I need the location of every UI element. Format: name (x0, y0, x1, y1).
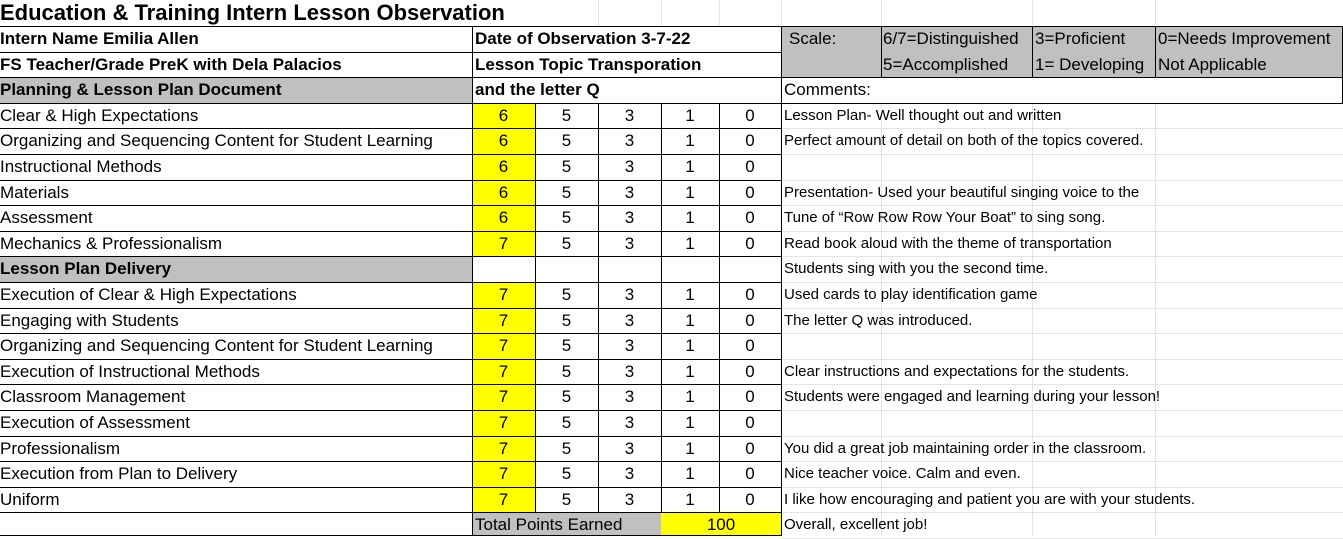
border-line (0, 436, 781, 437)
delivery-row-3-option: 3 (624, 361, 635, 381)
delivery-row-6-score[interactable]: 7 (472, 436, 535, 462)
comment-line: Overall, excellent job! (784, 516, 928, 534)
delivery-row-3-score[interactable]: 7 (472, 359, 535, 385)
comment-line: Lesson Plan- Well thought out and written (784, 106, 1062, 124)
delivery-row-8-option: 0 (745, 489, 755, 509)
border-line (0, 461, 781, 462)
section-delivery-title: Lesson Plan Delivery (0, 256, 472, 282)
comment-line: Perfect amount of detail on both of the topics covered. (784, 132, 1144, 150)
delivery-row-0-option: 0 (745, 285, 755, 304)
border-line (881, 26, 882, 77)
planning-row-3-label: Materials (0, 182, 69, 202)
delivery-row-7-option: 1 (685, 464, 695, 484)
gridline (881, 0, 882, 26)
planning-row-1-option: 0 (745, 131, 755, 151)
border-line (0, 231, 781, 232)
planning-row-5-option: 0 (745, 233, 755, 253)
lesson-topic: Lesson Topic Transporation (475, 54, 702, 74)
comment-line (781, 154, 1343, 180)
delivery-row-2-option: 1 (685, 336, 695, 356)
comment-line: Students sing with you the second time. (784, 260, 1049, 278)
comment-line: You did a great job maintaining order in the classroom. (784, 439, 1147, 457)
border-line (535, 103, 536, 512)
delivery-row-8-option: 3 (624, 489, 635, 509)
border-line (0, 77, 781, 78)
planning-row-1-option: 1 (685, 131, 695, 151)
planning-row-4-option: 3 (624, 208, 635, 228)
delivery-row-5-option: 1 (685, 413, 695, 432)
gridline (1032, 0, 1033, 26)
comment-line (781, 410, 1343, 436)
border-line (1155, 26, 1156, 77)
planning-row-2-option: 3 (624, 157, 635, 176)
planning-row-0-option: 5 (561, 105, 572, 125)
border-line (0, 128, 781, 129)
planning-row-3-score[interactable]: 6 (472, 180, 535, 206)
delivery-row-3-label: Execution of Instructional Methods (0, 361, 260, 381)
delivery-row-2-option: 5 (561, 336, 572, 356)
delivery-row-8-score[interactable]: 7 (472, 487, 535, 513)
delivery-row-5-option: 5 (561, 413, 572, 432)
border-line (0, 26, 1343, 27)
border-line (0, 512, 781, 513)
delivery-row-4-score[interactable]: 7 (472, 384, 535, 410)
delivery-row-1-score[interactable]: 7 (472, 308, 535, 334)
planning-row-2-option: 1 (685, 157, 695, 176)
gridline (1155, 0, 1156, 26)
border-line (0, 205, 781, 206)
delivery-row-0-option: 3 (624, 285, 635, 304)
border-line (0, 410, 781, 411)
delivery-row-7-score[interactable]: 7 (472, 461, 535, 487)
border-line (0, 154, 781, 155)
border-line (661, 103, 662, 512)
delivery-row-5-option: 3 (624, 413, 635, 432)
planning-row-0-score[interactable]: 6 (472, 103, 535, 129)
planning-row-2-label: Instructional Methods (0, 157, 162, 176)
border-line (781, 77, 1343, 78)
comments-header: Comments: (784, 80, 871, 100)
border-line (0, 256, 781, 257)
delivery-row-0-option: 5 (561, 285, 572, 304)
planning-row-3-option: 0 (745, 182, 755, 202)
border-line (781, 103, 1343, 104)
planning-row-4-label: Assessment (0, 208, 93, 228)
scale-accomplished: 5=Accomplished (883, 54, 1009, 74)
planning-row-3-option: 5 (561, 182, 572, 202)
delivery-row-4-option: 5 (561, 387, 572, 407)
planning-row-5-score[interactable]: 7 (472, 231, 535, 257)
planning-row-5-label: Mechanics & Professionalism (0, 233, 223, 253)
delivery-row-6-label: Professionalism (0, 438, 120, 458)
scale-proficient: 3=Proficient (1035, 29, 1126, 48)
delivery-row-4-option: 0 (745, 387, 755, 407)
delivery-row-7-label: Execution from Plan to Delivery (0, 464, 238, 484)
delivery-row-1-option: 0 (745, 310, 755, 330)
planning-row-3-option: 3 (624, 182, 635, 202)
comment-line: Tune of “Row Row Row Your Boat” to sing song. (784, 209, 1106, 227)
delivery-row-1-option: 5 (561, 310, 572, 330)
comment-line: Clear instructions and expectations for the students. (784, 362, 1130, 380)
planning-row-0-label: Clear & High Expectations (0, 105, 199, 125)
planning-row-2-option: 0 (745, 157, 755, 176)
scale-needs-improvement: 0=Needs Improvement (1158, 29, 1331, 48)
delivery-row-4-label: Classroom Management (0, 387, 186, 407)
delivery-row-3-option: 1 (685, 361, 695, 381)
border-line (0, 359, 781, 360)
scale-developing: 1= Developing (1035, 54, 1145, 74)
delivery-row-1-option: 3 (624, 310, 635, 330)
delivery-row-0-score[interactable]: 7 (472, 282, 535, 308)
planning-row-1-option: 5 (561, 131, 572, 151)
planning-row-0-option: 0 (745, 105, 755, 125)
comment-line: I like how encouraging and patient you are with your students. (784, 490, 1196, 508)
border-line (781, 26, 782, 536)
delivery-row-7-option: 0 (745, 464, 755, 484)
planning-row-0-option: 1 (685, 105, 695, 125)
border-line (0, 333, 781, 334)
gridline (719, 0, 720, 26)
planning-row-4-option: 0 (745, 208, 755, 228)
comment-line: Used cards to play identification game (784, 286, 1038, 303)
border-line (0, 52, 781, 53)
border-line (472, 26, 473, 536)
delivery-row-2-score[interactable]: 7 (472, 333, 535, 359)
delivery-row-4-option: 1 (685, 387, 695, 407)
section-planning-title: Planning & Lesson Plan Document (0, 77, 472, 103)
scale-not-applicable: Not Applicable (1158, 54, 1267, 74)
delivery-row-0-label: Execution of Clear & High Expectations (0, 285, 297, 304)
delivery-row-6-option: 3 (624, 438, 635, 458)
delivery-row-3-option: 5 (561, 361, 572, 381)
border-line (0, 282, 781, 283)
delivery-row-8-label: Uniform (0, 489, 60, 509)
teacher-grade: FS Teacher/Grade PreK with Dela Palacios (0, 54, 342, 74)
delivery-row-8-option: 1 (685, 489, 695, 509)
border-line (719, 103, 720, 512)
planning-row-1-option: 3 (624, 131, 635, 151)
delivery-row-4-option: 3 (624, 387, 635, 407)
total-value: 100 (661, 512, 781, 536)
delivery-row-1-label: Engaging with Students (0, 310, 179, 330)
comment-line: Nice teacher voice. Calm and even. (784, 465, 1021, 483)
planning-row-0-option: 3 (624, 105, 635, 125)
total-label: Total Points Earned (472, 512, 661, 536)
delivery-row-7-option: 5 (561, 464, 572, 484)
border-line (598, 103, 599, 512)
delivery-row-6-option: 0 (745, 438, 755, 458)
gridline (781, 0, 782, 26)
delivery-row-5-label: Execution of Assessment (0, 413, 190, 432)
page-title: Education & Training Intern Lesson Observation (0, 0, 505, 25)
comment-line (781, 333, 1343, 359)
delivery-row-6-option: 1 (685, 438, 695, 458)
planning-row-5-option: 3 (624, 233, 635, 253)
lesson-topic-cont: and the letter Q (475, 80, 600, 100)
delivery-row-1-option: 1 (685, 310, 695, 330)
gridline (661, 0, 662, 26)
border-line (1032, 26, 1033, 77)
comment-line: Students were engaged and learning during your lesson! (784, 388, 1161, 406)
comment-line: Presentation- Used your beautiful singing voice to the (784, 183, 1140, 201)
planning-row-2-score[interactable]: 6 (472, 154, 535, 180)
planning-row-5-option: 5 (561, 233, 572, 253)
comment-line: Read book aloud with the theme of transportation (784, 234, 1112, 252)
border-line (0, 384, 781, 385)
planning-row-5-option: 1 (685, 233, 695, 253)
planning-row-4-score[interactable]: 6 (472, 205, 535, 231)
planning-row-1-score[interactable]: 6 (472, 128, 535, 154)
border-line (0, 180, 781, 181)
delivery-row-2-label: Organizing and Sequencing Content for Student Learning (0, 336, 433, 356)
planning-row-4-option: 5 (561, 208, 572, 228)
delivery-row-8-option: 5 (561, 489, 572, 509)
observation-date: Date of Observation 3-7-22 (475, 29, 691, 48)
intern-name: Intern Name Emilia Allen (0, 29, 199, 48)
scale-label: Scale: (789, 29, 837, 48)
delivery-row-7-option: 3 (624, 464, 635, 484)
delivery-row-2-option: 0 (745, 336, 755, 356)
delivery-row-6-option: 5 (561, 438, 572, 458)
border-line (0, 103, 781, 104)
delivery-row-5-option: 0 (745, 413, 755, 432)
comment-line: The letter Q was introduced. (784, 311, 973, 329)
border-line (0, 308, 781, 309)
planning-row-4-option: 1 (685, 208, 695, 228)
delivery-row-2-option: 3 (624, 336, 635, 356)
planning-row-2-option: 5 (561, 157, 572, 176)
planning-row-3-option: 1 (685, 182, 695, 202)
planning-row-1-label: Organizing and Sequencing Content for Student Learning (0, 131, 433, 151)
delivery-row-3-option: 0 (745, 361, 755, 381)
scale-distinguished: 6/7=Distinguished (883, 29, 1019, 48)
delivery-row-5-score[interactable]: 7 (472, 410, 535, 436)
delivery-row-0-option: 1 (685, 285, 695, 304)
border-line (0, 487, 781, 488)
